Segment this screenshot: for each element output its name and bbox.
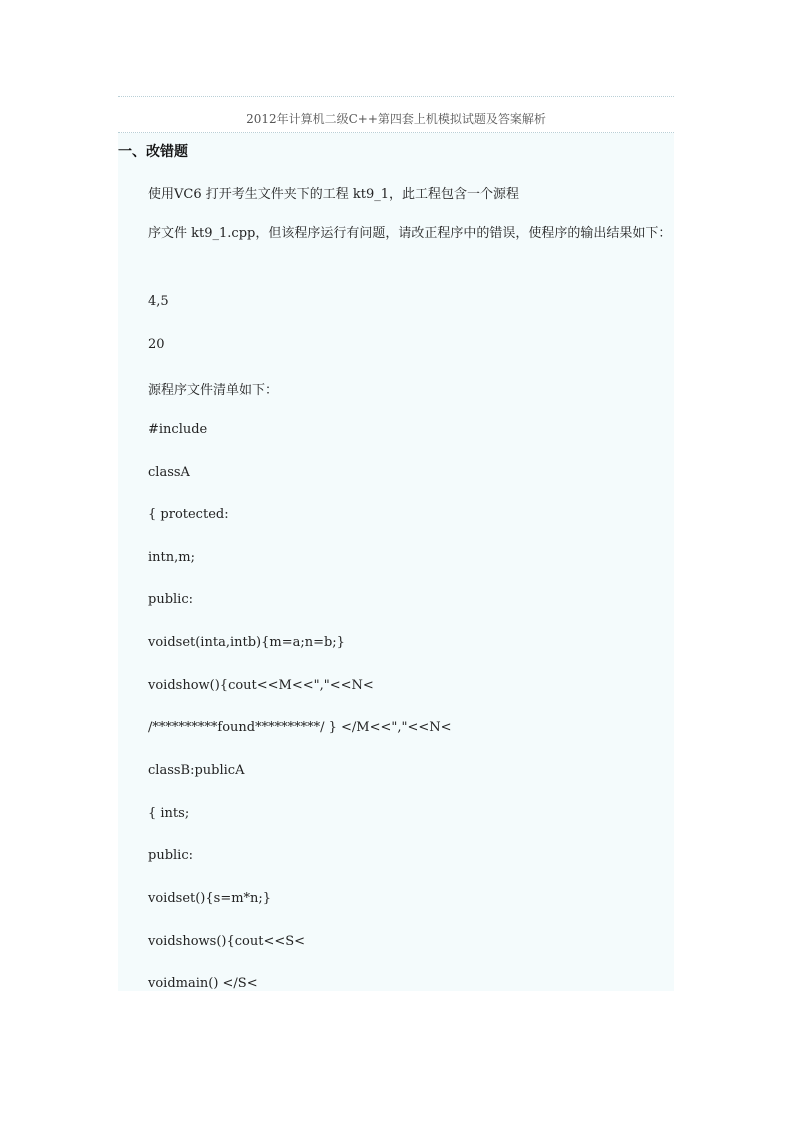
- document-title: 2012年计算机二级C++第四套上机模拟试题及答案解析: [246, 112, 546, 126]
- code-line: { protected:: [148, 507, 229, 522]
- code-line: classA: [148, 465, 190, 480]
- code-line: voidmain() </S<: [148, 976, 258, 991]
- code-line: voidshow(){cout<<M<<","<<N<: [148, 678, 374, 693]
- code-line: /**********found**********/ } </M<<","<<N<: [148, 720, 452, 735]
- article-body: [118, 133, 674, 991]
- code-line: voidshows(){cout<<S<: [148, 934, 306, 949]
- code-line: #include: [148, 422, 208, 437]
- code-line: voidset(inta,intb){m=a;n=b;}: [148, 635, 345, 650]
- code-line: classB:publicA: [148, 763, 245, 778]
- top-divider: [118, 96, 674, 97]
- listing-label: 源程序文件清单如下：: [148, 383, 279, 398]
- intro-line-2: 序文件 kt9_1.cpp，但该程序运行有问题，请改正程序中的错误，使程序的输出结果如下：: [148, 226, 672, 241]
- output-line: 20: [148, 337, 165, 352]
- intro-line-1: 使用VC6 打开考生文件夹下的工程 kt9_1，此工程包含一个源程: [148, 187, 520, 202]
- code-line: public:: [148, 848, 193, 863]
- code-line: { ints;: [148, 806, 190, 821]
- code-line: public:: [148, 592, 193, 607]
- code-line: voidset(){s=m*n;}: [148, 891, 272, 906]
- section-heading: 一、改错题: [118, 144, 188, 160]
- output-line: 4,5: [148, 294, 169, 309]
- code-line: intn,m;: [148, 550, 195, 565]
